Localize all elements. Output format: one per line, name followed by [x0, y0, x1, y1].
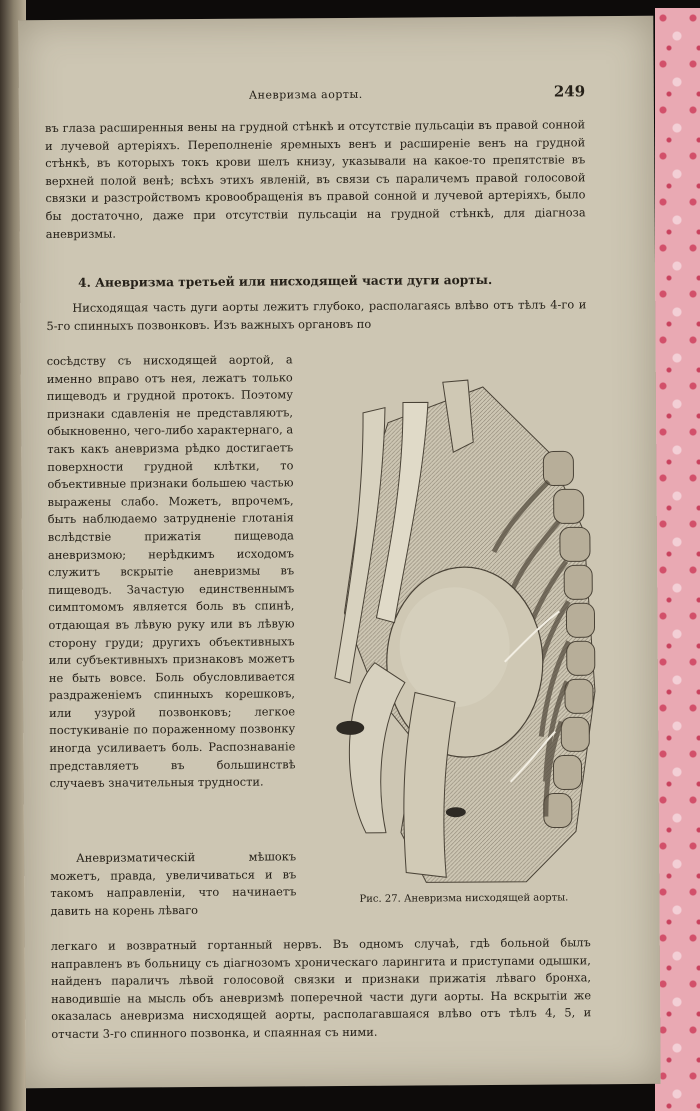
paragraph-case: легкаго и возвратный гортанный нервъ. Въ одномъ случаѣ, гдѣ больной былъ направленъ въ больницу съ діагнозомъ хроническаго ларингита и приступами одышки, найденъ параличъ лѣвой голосовой связки и признаки прижатія лѣваго бронха, наводившіе на мысль объ аневризмѣ поперечной части дуги аорты. На вскрытіи же оказалась аневризма нисходящей аорты, располагавшаяся влѣво отъ тѣлъ 4, 5, и отчасти 3-го спинного позвонка, и спаянная съ ними. — [50, 935, 592, 1041]
paragraph-continued: въ глаза расширенныя вены на грудной стѣнкѣ и отсутствіе пульсаціи въ правой сонной и лучевой артеріяхъ. Переполненіе яремныхъ венъ и расширеніе венъ на грудной стѣнкѣ, въ которыхъ токъ крови шелъ книзу, указывали на какое-то препятствіе въ верхней полой венѣ; всѣхъ этихъ явленій, въ связи съ параличемъ правой голосовой связки и разстройствомъ кровообращенія въ правой сонной и лучевой артеріяхъ, было бы достаточно, даже при отсутствіи пульсаціи на грудной стѣнкѣ, для діагноза аневризмы. — [44, 117, 586, 241]
marbled-endpaper — [655, 8, 700, 1111]
anatomical-illustration — [303, 361, 602, 893]
page-number: 249 — [553, 82, 586, 101]
running-header: Аневризма аорты. — [248, 87, 363, 102]
paragraph-aneurysm-sac: Аневризматическій мѣшокъ можетъ, правда, увеличиваться и въ такомъ направленіи, что начинаетъ давить на корень лѣваго — [50, 849, 297, 918]
paragraph-left-column: сосѣдству съ нисходящей аортой, а именно вправо отъ нея, лежатъ только пищеводъ и грудной протокъ. Поэтому признаки сдавленія не представляютъ, обыкновенно, чего-либо характернаго, а такъ какъ аневризма рѣдко достигаетъ поверхности грудной клѣтки, то объективные признаки большею частью выражены слабо. Можетъ, впрочемъ, быть наблюдаемо затрудненіе глотанія вслѣдствіе прижатія пищевода аневризмою; нерѣдкимъ исходомъ служитъ вскрытіе аневризмы въ пищеводъ. Зачастую единственнымъ симптомомъ является боль въ спинѣ, отдающая въ лѣвую руку или въ лѣвую сторону груди; другихъ объективныхъ или субъективныхъ признаковъ можетъ не быть вовсе. Боль обусловливается раздраженіемъ спинныхъ корешковъ, или узурой позвонковъ; легкое постукиваніе по пораженному позвонку иногда усиливаетъ боль. Распознаваніе представляетъ въ большинствѣ случаевъ значительныя трудности. — [46, 352, 296, 791]
figure-caption: Рис. 27. Аневризма нисходящей аорты. — [359, 892, 569, 905]
book-page — [18, 16, 660, 1088]
section-heading: 4. Аневризма третьей или нисходящей части дуги аорты. — [78, 272, 493, 290]
paragraph-intro: Нисходящая часть дуги аорты лежитъ глубоко, располагаясь влѣво отъ тѣлъ 4-го и 5-го спинныхъ позвонковъ. Изъ важныхъ органовъ по — [46, 297, 587, 333]
